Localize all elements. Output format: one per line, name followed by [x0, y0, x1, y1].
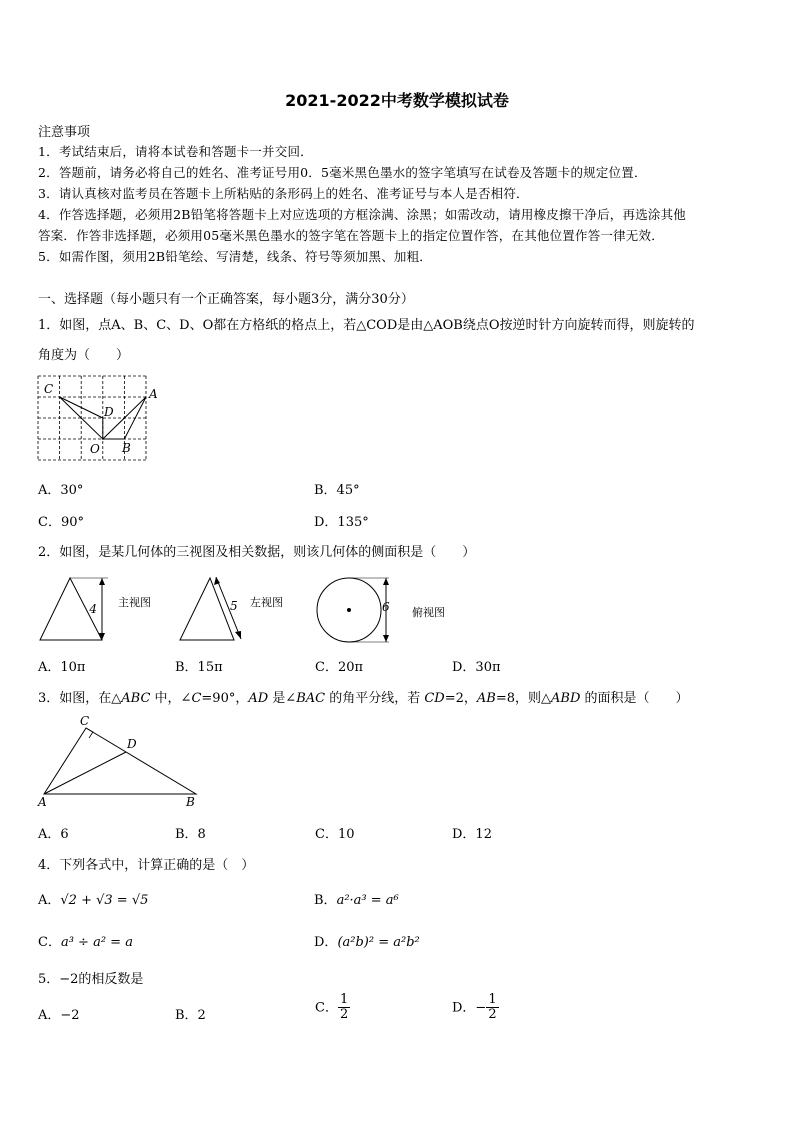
option-c: C．a³ ÷ a² = a — [38, 935, 133, 950]
notice-item: 1．考试结束后，请将本试卷和答题卡一并交回． — [38, 144, 313, 159]
notice-heading: 注意事项 — [38, 125, 91, 140]
front-view-label: 主视图 — [118, 596, 151, 609]
section-heading: 一、选择题（每小题只有一个正确答案，每小题3分，满分30分） — [38, 292, 414, 307]
option-d: D．30π — [452, 660, 501, 675]
question-2-left-view — [178, 573, 298, 645]
front-dim: 4 — [89, 602, 97, 616]
option-d: D．(a²b)² = a²b² — [314, 935, 420, 950]
option-b: B．15π — [175, 660, 223, 675]
option-a: A．6 — [38, 827, 69, 842]
option-c: C．90° — [38, 515, 84, 530]
option-a: A．30° — [38, 483, 84, 498]
label-c: C — [44, 382, 54, 396]
left-dim: 5 — [230, 599, 238, 613]
notice-item: 4．作答选择题，必须用2B铅笔将答题卡上对应选项的方框涂满、涂黑；如需改动，请用橡皮擦干净后，再选涂其他 — [38, 207, 686, 222]
option-c: C． $\frac{1}{2}$ — [315, 992, 349, 1023]
question-1-stem: 1．如图，点A、B、C、D、O都在方格纸的格点上，若△COD是由△AOB绕点O按逆时针方向旋转而得，则旋转的 — [38, 318, 695, 333]
option-c: C．10 — [315, 827, 355, 842]
label-a: A — [38, 795, 47, 809]
option-b: B．45° — [314, 483, 360, 498]
option-a: A．−2 — [38, 1008, 80, 1023]
question-2-top-view — [315, 575, 455, 645]
notice-item: 答案．作答非选择题，必须用05毫米黑色墨水的签字笔在答题卡上的指定位置作答，在其他位置作答一律无效． — [38, 228, 664, 243]
question-1-figure — [38, 376, 163, 464]
top-view-label: 俯视图 — [412, 606, 445, 619]
notice-item: 2．答题前，请务必将自己的姓名、准考证号用0．5毫米黑色墨水的签字笔填写在试卷及答题卡的规定位置． — [38, 165, 647, 180]
option-a: A．10π — [38, 660, 86, 675]
label-d: D — [104, 405, 114, 419]
question-4-stem: 4．下列各式中，计算正确的是（ ） — [38, 858, 255, 873]
question-2-stem: 2．如图，是某几何体的三视图及相关数据，则该几何体的侧面积是（ ） — [38, 545, 476, 560]
label-c: C — [80, 714, 90, 728]
option-b: B．2 — [175, 1008, 206, 1023]
option-a: A．√2 + √3 = √5 — [38, 893, 149, 908]
option-c: C．20π — [315, 660, 364, 675]
question-5-stem: 5．−2的相反数是 — [38, 972, 144, 987]
notice-item: 3．请认真核对监考员在答题卡上所粘贴的条形码上的姓名、准考证号与本人是否相符． — [38, 186, 529, 201]
label-d: D — [127, 737, 137, 751]
left-view-label: 左视图 — [250, 596, 283, 609]
question-1-stem-cont: 角度为（ ） — [38, 348, 130, 363]
option-d: D．135° — [314, 515, 369, 530]
label-b: B — [186, 795, 195, 809]
option-d: D．− $\frac{1}{2}$ — [452, 992, 497, 1023]
question-3-stem: 3．如图，在△ABC 中，∠C=90°，AD 是∠BAC 的角平分线，若 CD=2，AB=8，则△ABD 的面积是（ ） — [38, 691, 689, 706]
option-b: B．a²·a³ = a⁶ — [314, 893, 399, 908]
label-b: B — [122, 441, 131, 455]
top-dim: 6 — [382, 600, 390, 614]
label-o: O — [90, 442, 100, 456]
option-d: D．12 — [452, 827, 492, 842]
question-3-figure — [36, 714, 206, 810]
label-a: A — [149, 387, 158, 401]
page-title: 2021-2022中考数学模拟试卷 — [285, 91, 509, 110]
notice-item: 5．如需作图，须用2B铅笔绘、写清楚，线条、符号等须加黑、加粗． — [38, 249, 432, 264]
question-2-front-view — [38, 575, 168, 645]
option-b: B．8 — [175, 827, 206, 842]
